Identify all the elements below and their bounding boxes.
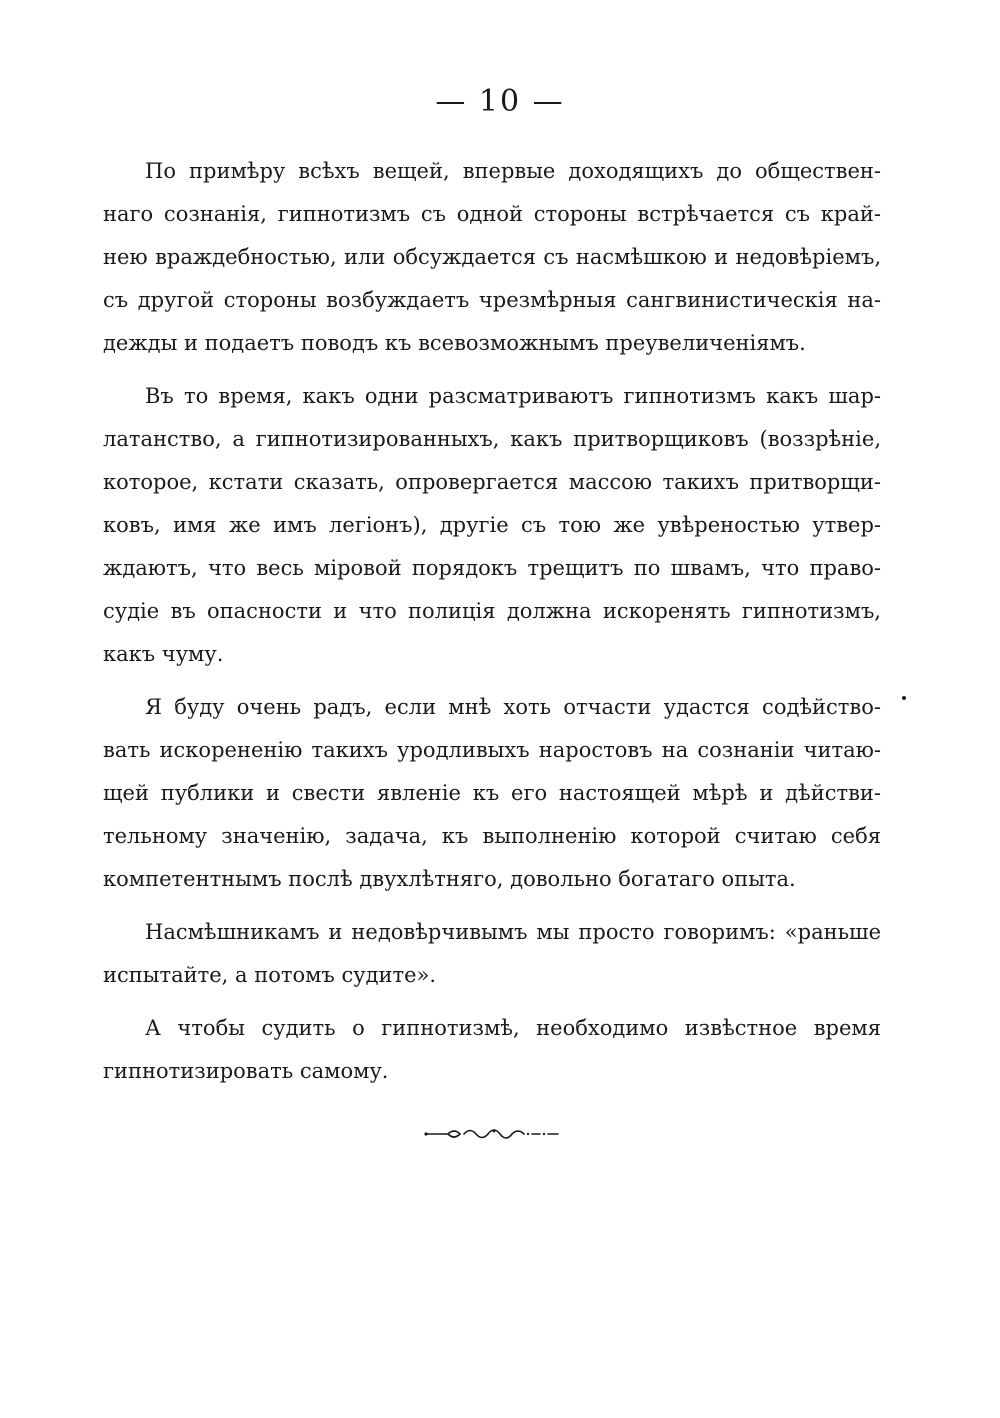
text-line: Я буду очень радъ, если мнѣ хоть отчасти удастся содѣйство- <box>145 695 881 719</box>
text-line: Въ то время, какъ одни разсматриваютъ гипнотизмъ какъ шар- <box>145 384 881 408</box>
text-line: испытайте, а потомъ судите». <box>103 963 437 987</box>
text-line: По примѣру всѣхъ вещей, впервые доходящихъ до обществен- <box>145 159 881 183</box>
text-line: гипнотизировать самому. <box>103 1059 389 1083</box>
body-text <box>103 150 881 1103</box>
text-line: какъ чуму. <box>103 642 224 666</box>
paragraph-2 <box>103 375 881 676</box>
text-line: латанство, а гипнотизированныхъ, какъ притворщиковъ (воззрѣніе, <box>103 427 881 451</box>
text-line: дежды и подаетъ поводъ къ всевозможнымъ преувеличеніямъ. <box>103 331 806 355</box>
text-line: наго сознанія, гипнотизмъ съ одной стороны встрѣчается съ край- <box>103 202 881 226</box>
text-line: ждаютъ, что весь міровой порядокъ трещитъ по швамъ, что право- <box>103 556 881 580</box>
text-line: съ другой стороны возбуждаетъ чрезмѣрныя сангвинистическія на- <box>103 288 881 312</box>
printers-ornament-icon <box>424 1122 560 1146</box>
paragraph-4 <box>103 911 881 997</box>
page-number: — 10 — <box>435 84 565 119</box>
text-line: Насмѣшникамъ и недовѣрчивымъ мы просто говоримъ: «раньше <box>145 920 881 944</box>
text-line: которое, кстати сказать, опровергается массою такихъ притворщи- <box>103 470 881 494</box>
text-line: нею враждебностью, или обсуждается съ насмѣшкою и недовѣріемъ, <box>103 245 881 269</box>
text-line: судіе въ опасности и что полиція должна искоренять гипнотизмъ, <box>103 599 881 623</box>
text-line: А чтобы судить о гипнотизмѣ, необходимо извѣстное время <box>145 1016 881 1040</box>
text-line: вать искорененію такихъ уродливыхъ наростовъ на сознаніи читаю- <box>103 738 881 762</box>
paragraph-1 <box>103 150 881 365</box>
text-line: ковъ, имя же имъ легіонъ), другіе съ тою же увѣреностью утвер- <box>103 513 881 537</box>
paragraph-5 <box>103 1007 881 1093</box>
ink-speck <box>902 696 906 700</box>
paragraph-3 <box>103 686 881 901</box>
text-line: компетентнымъ послѣ двухлѣтняго, довольно богатаго опыта. <box>103 867 796 891</box>
text-line: тельному значенію, задача, къ выполненію которой считаю себя <box>103 824 881 848</box>
text-line: щей публики и свести явленіе къ его настоящей мѣрѣ и дѣйстви- <box>103 781 881 805</box>
